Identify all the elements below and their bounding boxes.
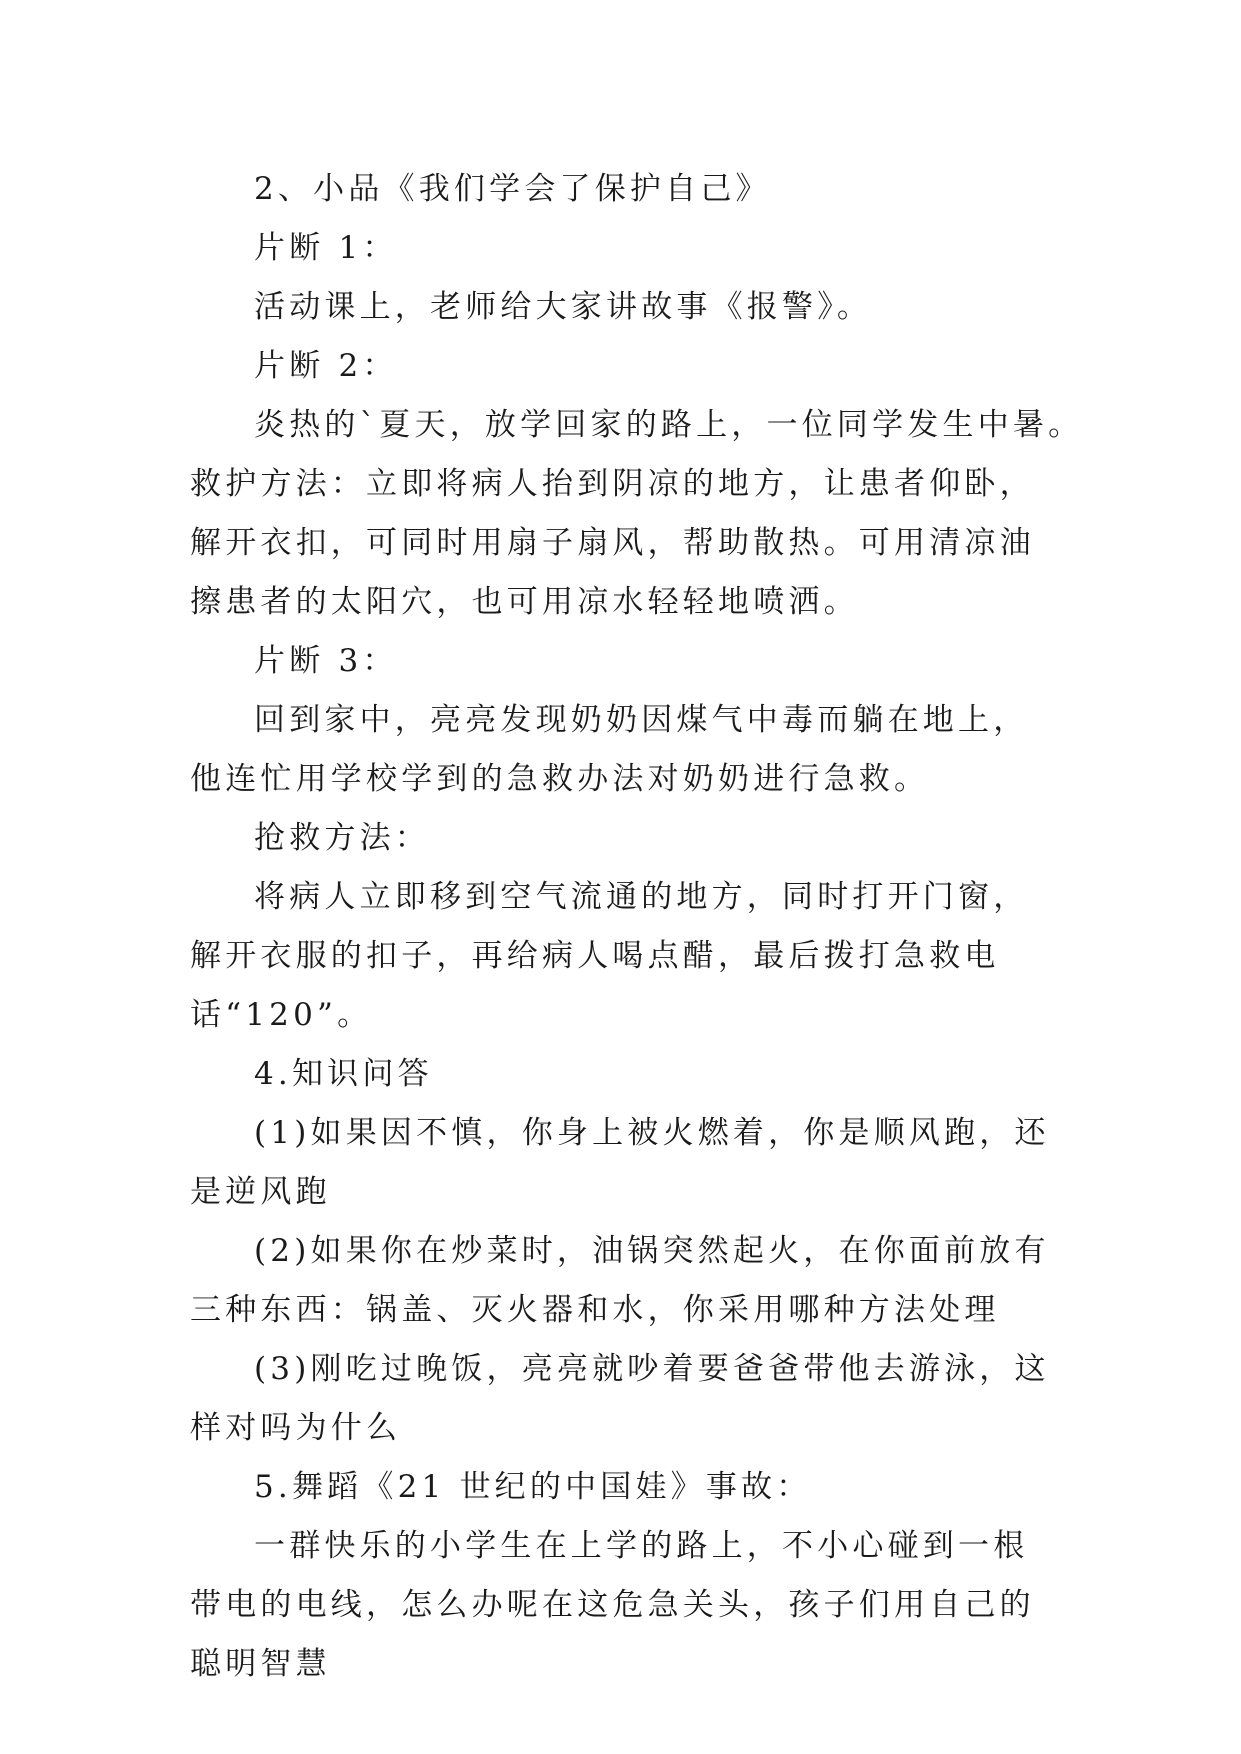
- paragraph-segment-1-text: 活动课上，老师给大家讲故事《报警》。: [254, 289, 873, 325]
- paragraph-quiz-question-3: (3)刚吃过晚饭，亮亮就吵着要爸爸带他去游泳，这样对吗为什么: [190, 1351, 1050, 1446]
- document-body: [190, 160, 1084, 1694]
- paragraph-segment-2-heading: 片断 2：: [254, 348, 398, 384]
- paragraph-segment-3-heading: 片断 3：: [254, 643, 398, 679]
- paragraph-segment-2-text: 炎热的`夏天，放学回家的路上，一位同学发生中暑。: [254, 407, 1084, 443]
- paragraph-rescue-heading: 抢救方法：: [254, 820, 430, 856]
- paragraph-heatstroke-method: 救护方法：立即将病人抬到阴凉的地方，让患者仰卧，解开衣扣，可同时用扇子扇风，帮助散热。可用清凉油擦患者的太阳穴，也可用凉水轻轻地喷洒。: [190, 466, 1035, 620]
- paragraph-segment-1-heading: 片断 1：: [254, 230, 398, 266]
- paragraph-dance-heading: 5.舞蹈《21 世纪的中国娃》事故：: [254, 1469, 812, 1505]
- paragraph-quiz-heading: 4.知识问答: [254, 1056, 433, 1092]
- paragraph-quiz-question-1: (1)如果因不慎，你身上被火燃着，你是顺风跑，还是逆风跑: [190, 1115, 1050, 1210]
- paragraph-dance-text: 一群快乐的小学生在上学的路上，不小心碰到一根带电的电线，怎么办呢在这危急关头，孩子们用自己的聪明智慧: [190, 1528, 1035, 1682]
- paragraph-skit-title: 2、小品《我们学会了保护自己》: [254, 171, 771, 207]
- paragraph-segment-3-text: 回到家中，亮亮发现奶奶因煤气中毒而躺在地上，他连忙用学校学到的急救办法对奶奶进行急救。: [190, 702, 1029, 797]
- paragraph-quiz-question-2: (2)如果你在炒菜时，油锅突然起火，在你面前放有三种东西：锅盖、灭火器和水，你采用哪种方法处理: [190, 1233, 1050, 1328]
- paragraph-rescue-method: 将病人立即移到空气流通的地方，同时打开门窗，解开衣服的扣子，再给病人喝点醋，最后拨打急救电话“120”。: [190, 879, 1029, 1033]
